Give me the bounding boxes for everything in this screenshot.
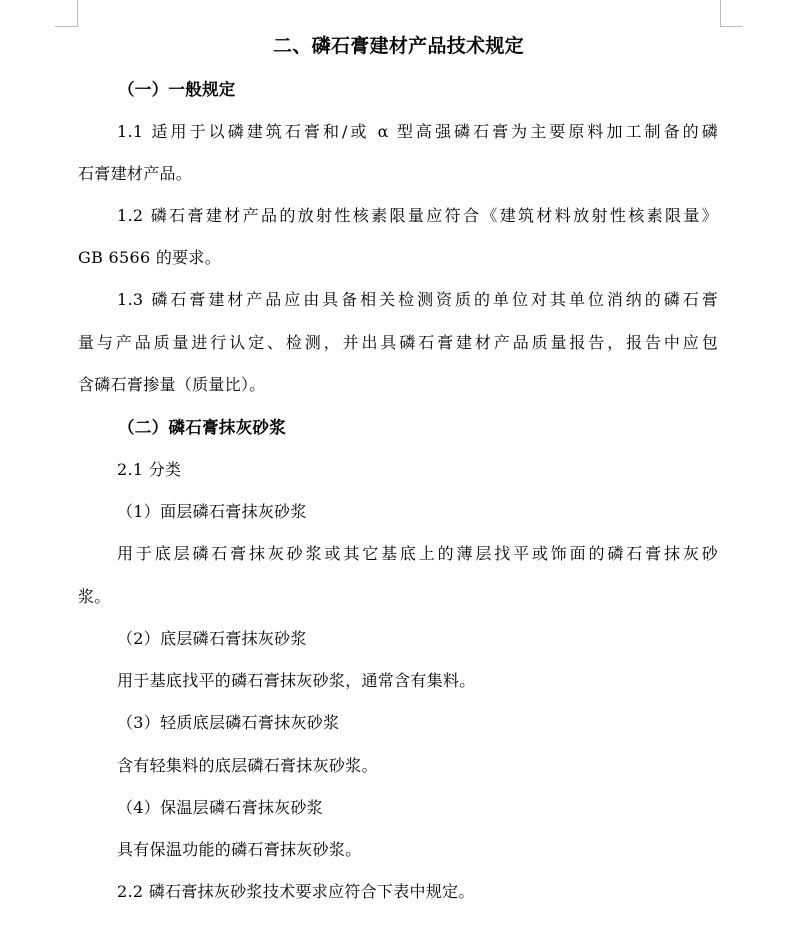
paragraph-1-3-line1: 1.3 磷石膏建材产品应由具备相关检测资质的单位对其单位消纳的磷石膏 [117,290,718,309]
paragraph-1-2-line1: 1.2 磷石膏建材产品的放射性核素限量应符合《建筑材料放射性核素限量》 [117,206,718,225]
crop-mark-top-left [55,0,78,27]
paragraph-1-1-line1: 1.1 适用于以磷建筑石膏和/或 α 型高强磷石膏为主要原料加工制备的磷 [117,122,718,141]
paragraph-1-3-line2: 量与产品质量进行认定、检测，并出具磷石膏建材产品质量报告，报告中应包 [78,333,718,352]
item-1-line2: 浆。 [78,587,111,606]
crop-mark-top-right [720,0,743,27]
item-2-title: （2）底层磷石膏抹灰砂浆 [117,629,307,648]
subsection-2-1: 2.1 分类 [117,460,182,479]
paragraph-1-3-line3: 含磷石膏掺量（质量比）。 [78,375,266,394]
item-3-text: 含有轻集料的底层磷石膏抹灰砂浆。 [117,756,378,775]
section2-heading: （二）磷石膏抹灰砂浆 [118,418,286,437]
subsection-2-2: 2.2 磷石膏抹灰砂浆技术要求应符合下表中规定。 [117,882,475,901]
item-4-text: 具有保温功能的磷石膏抹灰砂浆。 [117,840,362,859]
item-1-line1: 用于底层磷石膏抹灰砂浆或其它基底上的薄层找平或饰面的磷石膏抹灰砂 [117,544,718,563]
item-1-title: （1）面层磷石膏抹灰砂浆 [117,502,307,521]
item-4-title: （4）保温层磷石膏抹灰砂浆 [117,798,324,817]
paragraph-1-2-line2: GB 6566 的要求。 [78,248,222,267]
section1-heading: （一）一般规定 [118,80,236,99]
document-title: 二、磷石膏建材产品技术规定 [273,35,524,57]
paragraph-1-1-line2: 石膏建材产品。 [78,164,193,183]
item-2-text: 用于基底找平的磷石膏抹灰砂浆，通常含有集料。 [117,671,476,690]
item-3-title: （3）轻质底层磷石膏抹灰砂浆 [117,713,340,732]
